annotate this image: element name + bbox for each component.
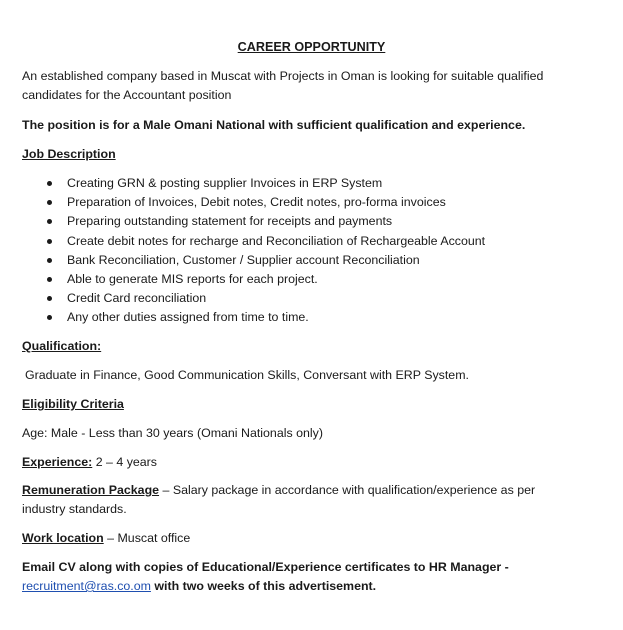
remuneration-text-2: industry standards. [22, 502, 127, 516]
remuneration-heading: Remuneration Package [22, 483, 160, 497]
list-item [44, 174, 485, 193]
eligibility-text: Age: Male - Less than 30 years (Omani Nationals only) [22, 426, 323, 440]
experience-text: 2 – 4 years [92, 455, 157, 469]
list-item-text: Preparation of Invoices, Debit notes, Credit notes, pro-forma invoices [67, 195, 446, 210]
bullet-icon [47, 181, 52, 186]
list-item-text: Bank Reconciliation, Customer / Supplier account Reconciliation [67, 252, 420, 267]
bullet-icon [47, 239, 52, 244]
bullet-icon [47, 315, 52, 320]
email-link[interactable]: recruitment@ras.co.om [22, 579, 151, 593]
bullet-icon [47, 277, 52, 282]
apply-line-2 [22, 579, 376, 593]
list-item-text: Any other duties assigned from time to time. [67, 310, 309, 325]
eligibility-heading: Eligibility Criteria [22, 397, 124, 411]
work-location-line [22, 531, 190, 545]
intro-line-1: An established company based in Muscat with Projects in Oman is looking for suitable qualified [22, 69, 544, 83]
qualification-text: Graduate in Finance, Good Communication Skills, Conversant with ERP System. [25, 368, 469, 382]
remuneration-line [22, 483, 535, 497]
apply-line-2-text: with two weeks of this advertisement. [150, 579, 377, 593]
list-item [44, 251, 485, 270]
list-item [44, 308, 485, 327]
list-item [44, 289, 485, 308]
list-item-text: Creating GRN & posting supplier Invoices in ERP System [67, 176, 383, 190]
qualification-heading: Qualification: [22, 339, 102, 353]
list-item [44, 212, 485, 231]
list-item [44, 270, 485, 289]
list-item [44, 193, 485, 212]
job-description-heading: Job Description [22, 147, 116, 161]
experience-line [22, 455, 157, 469]
page-title: CAREER OPPORTUNITY [237, 40, 386, 54]
list-item-text: Create debit notes for recharge and Reconciliation of Rechargeable Account [67, 233, 486, 248]
intro-line-2: candidates for the Accountant position [22, 88, 232, 102]
work-location-heading: Work location [22, 531, 104, 545]
experience-heading: Experience: [22, 455, 93, 469]
remuneration-text: – Salary package in accordance with qualification/experience as per [159, 483, 536, 497]
list-item-text: Able to generate MIS reports for each project. [67, 271, 318, 286]
apply-line-1: Email CV along with copies of Educational/Experience certificates to HR Manager - [22, 560, 509, 574]
position-note: The position is for a Male Omani National with sufficient qualification and experience. [22, 118, 526, 132]
bullet-icon [47, 258, 52, 263]
work-location-text: – Muscat office [103, 531, 191, 545]
job-description-list [44, 174, 485, 328]
list-item [44, 232, 485, 251]
bullet-icon [47, 200, 52, 205]
bullet-icon [47, 296, 52, 301]
list-item-text: Preparing outstanding statement for receipts and payments [67, 214, 393, 229]
list-item-text: Credit Card reconciliation [67, 291, 207, 306]
bullet-icon [47, 219, 52, 224]
